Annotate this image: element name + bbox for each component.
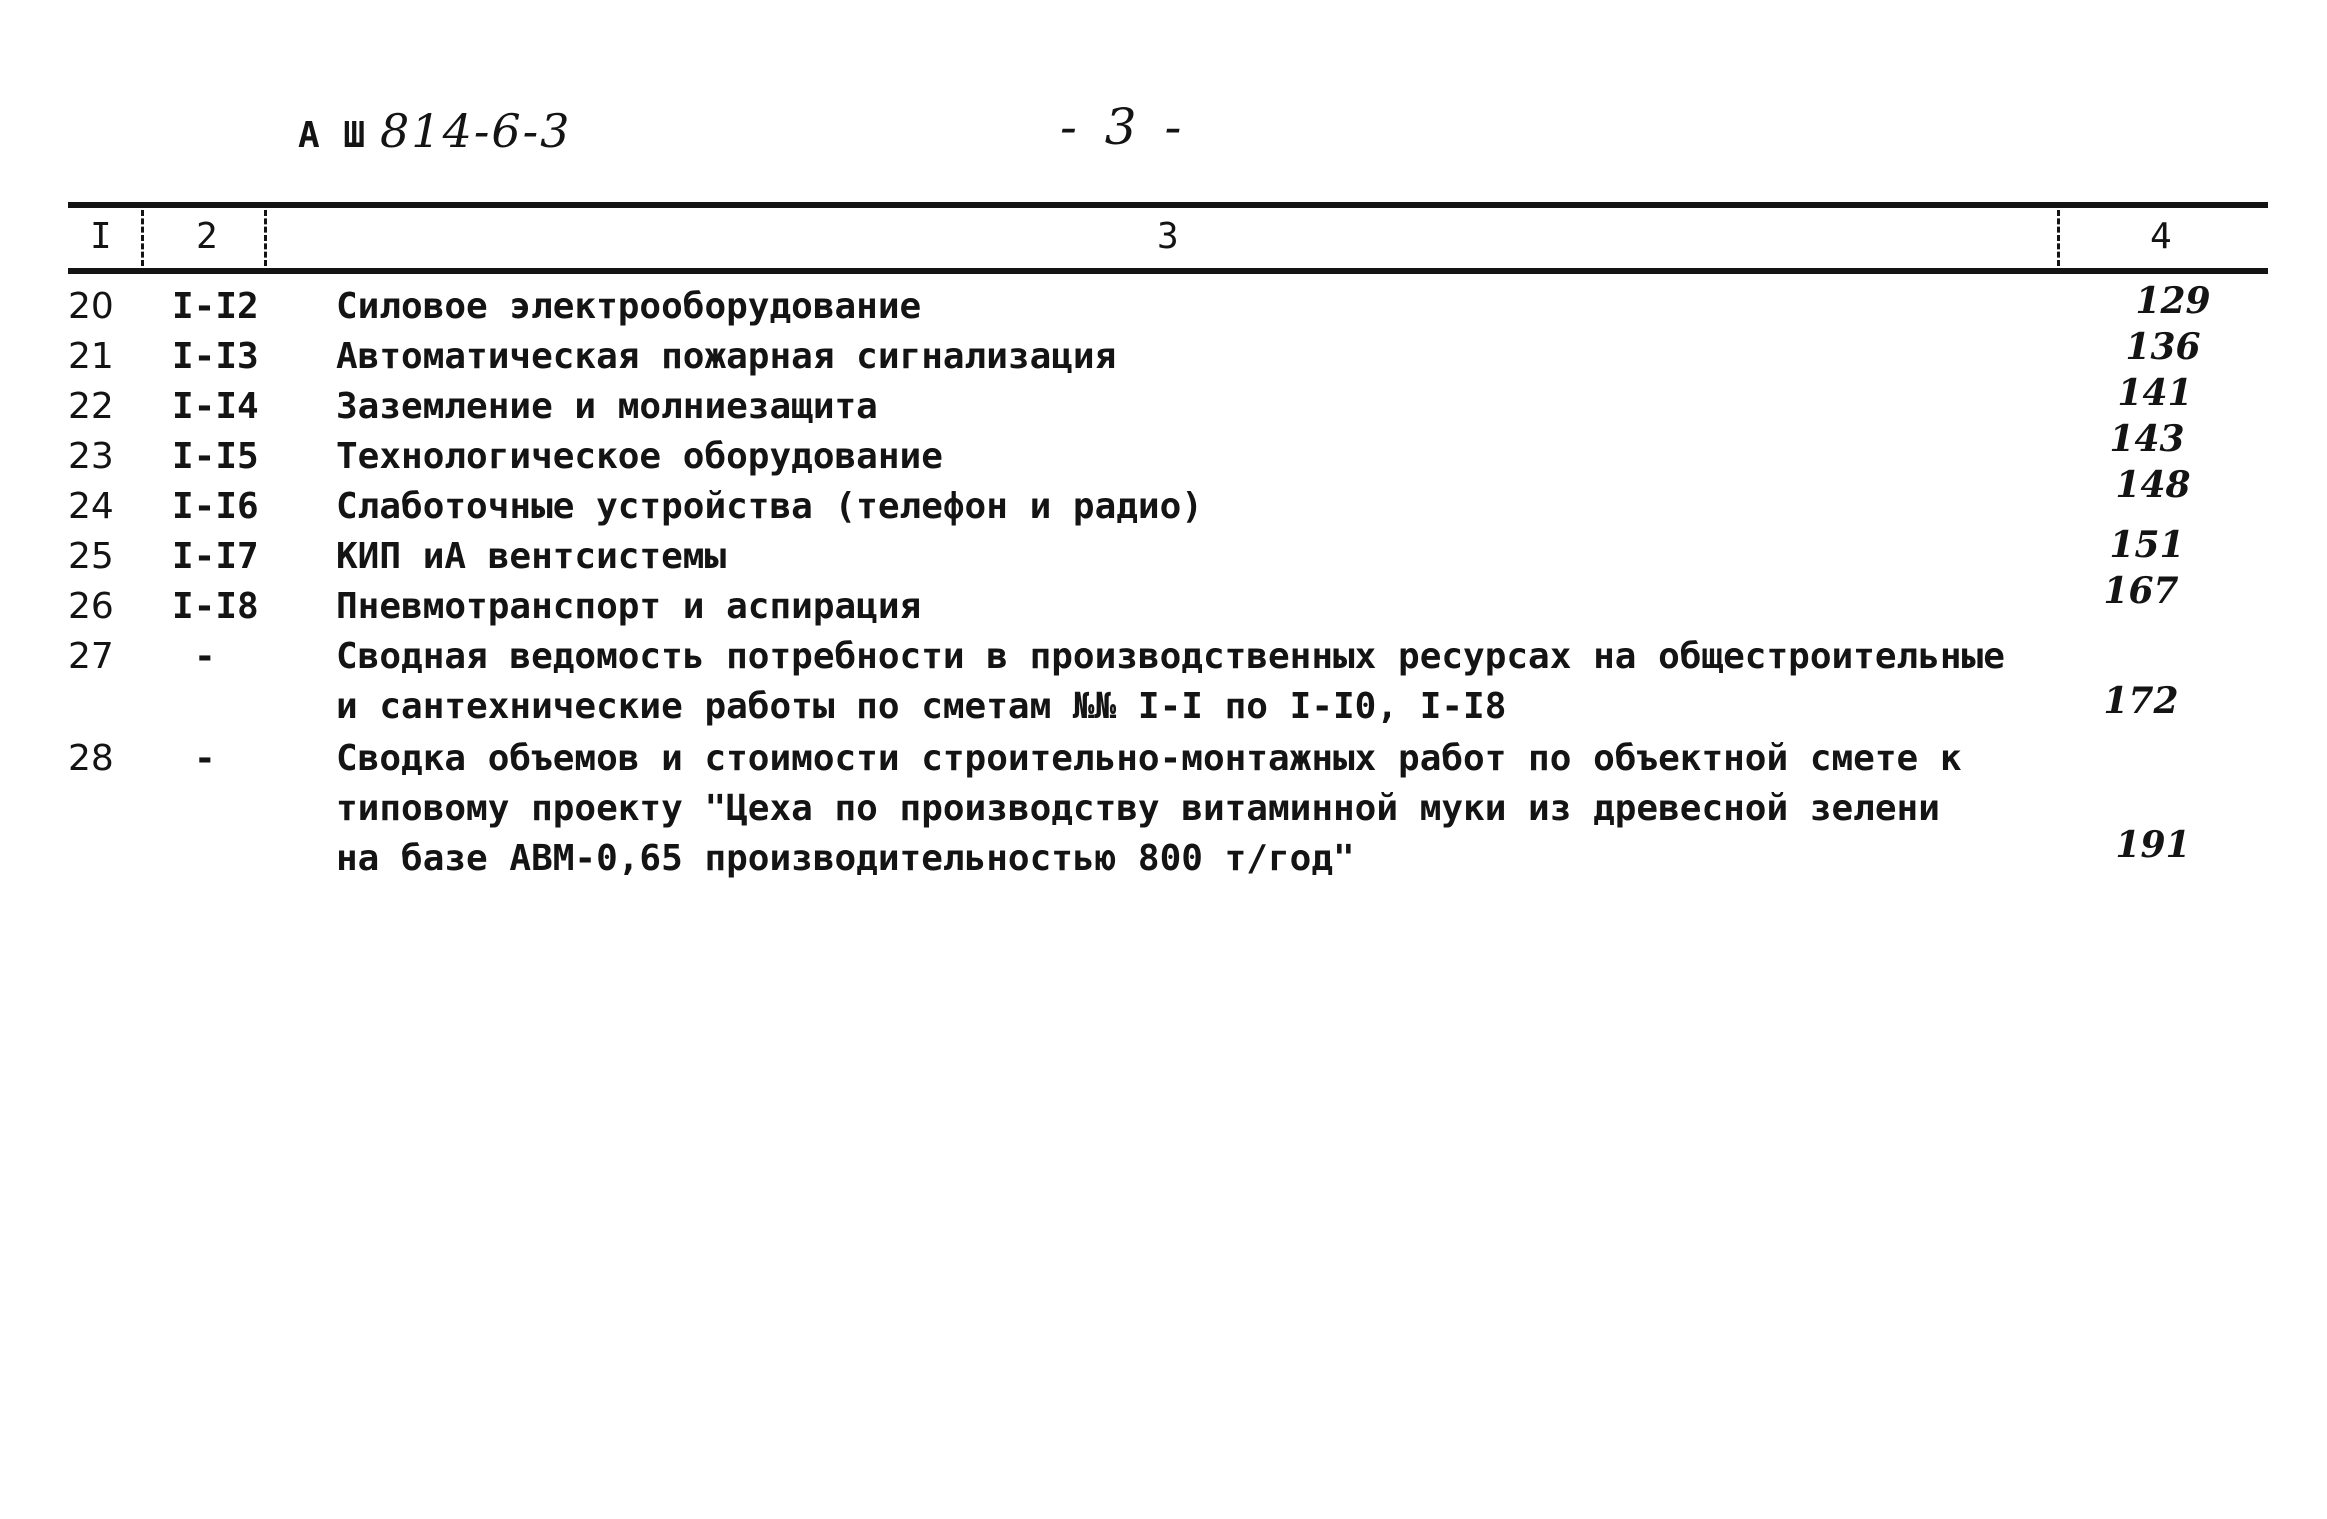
row-code: -: [194, 738, 216, 779]
row-code: I-I7: [172, 536, 259, 577]
row-code: I-I6: [172, 486, 259, 527]
row-number: 25: [68, 536, 114, 577]
row-code: I-I5: [172, 436, 259, 477]
row-description: Автоматическая пожарная сигнализация: [336, 336, 1117, 377]
row-number: 23: [68, 436, 114, 477]
column-header-3: 3: [1157, 216, 1179, 257]
row-description-line: на базе АВМ-0,65 производительностью 800 т/год": [336, 838, 1355, 879]
row-description-line: и сантехнические работы по сметам №№ I-I по I-I0, I-I8: [336, 686, 1507, 727]
row-number: 22: [68, 386, 114, 427]
row-number: 24: [68, 486, 114, 527]
row-description-line: Сводка объемов и стоимости строительно-монтажных работ по объектной смете к: [336, 738, 1962, 779]
row-page: 129: [2135, 280, 2211, 322]
row-code: -: [194, 636, 216, 677]
row-code: I-I3: [172, 336, 259, 377]
row-number: 26: [68, 586, 114, 627]
row-page: 151: [2109, 524, 2185, 566]
table-top-rule: [68, 202, 2268, 208]
document-code-print: А Ш: [298, 115, 367, 156]
row-page: 172: [2103, 680, 2179, 722]
row-description-line: типовому проекту "Цеха по производству витаминной муки из древесной зелени: [336, 788, 1940, 829]
column-separator: [264, 210, 267, 266]
column-separator: [141, 210, 144, 266]
row-code: I-I2: [172, 286, 259, 327]
page-number: - 3 -: [1060, 98, 1188, 156]
row-number: 27: [68, 636, 114, 677]
row-page: 136: [2125, 326, 2201, 368]
column-separator: [2057, 210, 2060, 266]
row-description: Заземление и молниезащита: [336, 386, 878, 427]
row-description: Пневмотранспорт и аспирация: [336, 586, 922, 627]
column-header-1: I: [90, 216, 112, 257]
row-number: 21: [68, 336, 114, 377]
table-header-rule: [68, 268, 2268, 274]
row-description: КИП иА вентсистемы: [336, 536, 727, 577]
row-number: 20: [68, 286, 114, 327]
row-page: 143: [2109, 418, 2185, 460]
column-header-2: 2: [196, 216, 218, 257]
row-page: 148: [2115, 464, 2191, 506]
row-description: Силовое электрооборудование: [336, 286, 922, 327]
row-page: 141: [2117, 372, 2193, 414]
document-code: [298, 104, 571, 158]
row-page: 167: [2103, 570, 2179, 612]
row-page: 191: [2115, 824, 2191, 866]
document-code-handwritten: 814-6-3: [380, 104, 572, 158]
column-header-4: 4: [2150, 216, 2172, 257]
row-description-line: Сводная ведомость потребности в производственных ресурсах на общестроительные: [336, 636, 2005, 677]
row-code: I-I4: [172, 386, 259, 427]
row-number: 28: [68, 738, 114, 779]
row-code: I-I8: [172, 586, 259, 627]
row-description: Слаботочные устройства (телефон и радио): [336, 486, 1203, 527]
row-description: Технологическое оборудование: [336, 436, 943, 477]
